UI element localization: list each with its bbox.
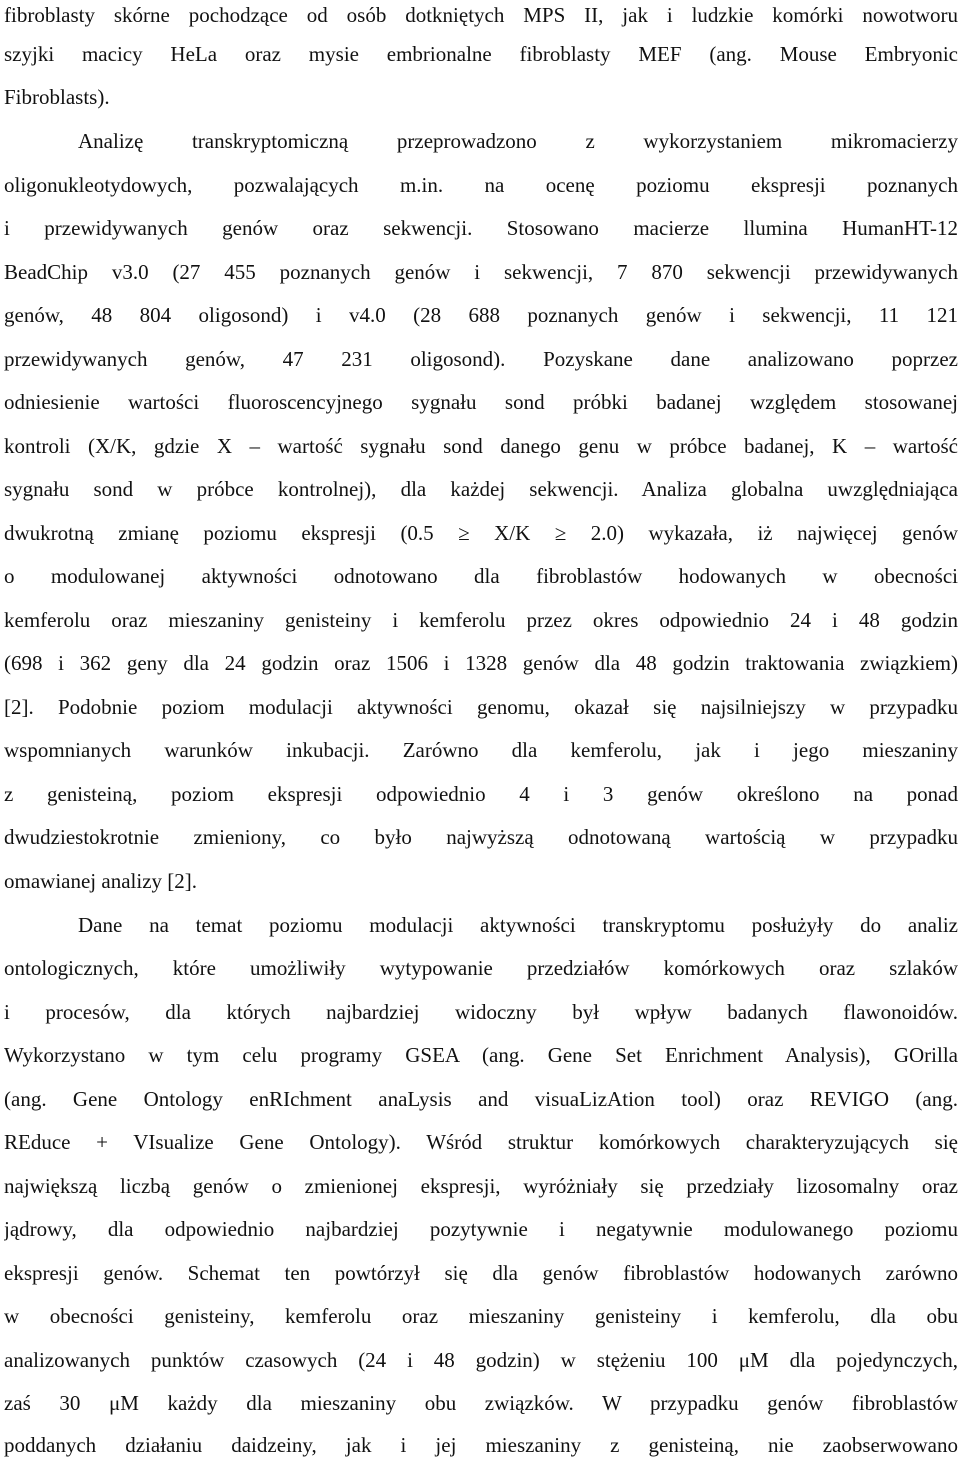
text-line: odniesienie wartości fluoroscencyjnego sygnału sond próbki badanej względem stosowanej (4, 390, 958, 414)
text-line: Fibroblasts). (4, 85, 110, 109)
text-line: REduce + VIsualize Gene Ontology). Wśród struktur komórkowych charakteryzujących się (4, 1130, 958, 1154)
text-line: i przewidywanych genów oraz sekwencji. Stosowano macierze llumina HumanHT-12 (4, 216, 958, 240)
text-line: fibroblasty skórne pochodzące od osób dotkniętych MPS II, jak i ludzkie komórki nowotworu (4, 3, 958, 27)
text-line: Dane na temat poziomu modulacji aktywności transkryptomu posłużyły do analiz (78, 913, 958, 937)
text-line: analizowanych punktów czasowych (24 i 48 godzin) w stężeniu 100 μM dla pojedynczych, (4, 1348, 958, 1372)
text-line: jądrowy, dla odpowiednio najbardziej pozytywnie i negatywnie modulowanego poziomu (4, 1217, 958, 1241)
text-line: przewidywanych genów, 47 231 oligosond). Pozyskane dane analizowano poprzez (4, 347, 958, 371)
text-line: (ang. Gene Ontology enRIchment anaLysis and visuaLizAtion tool) oraz REVIGO (ang. (4, 1087, 958, 1111)
text-line: (698 i 362 geny dla 24 godzin oraz 1506 i 1328 genów dla 48 godzin traktowania związkiem) (4, 651, 958, 675)
text-line: ekspresji genów. Schemat ten powtórzył się dla genów fibroblastów hodowanych zarówno (4, 1261, 958, 1285)
text-line: zaś 30 μM każdy dla mieszaniny obu związków. W przypadku genów fibroblastów (4, 1391, 958, 1415)
text-line: wspomnianych warunków inkubacji. Zarówno dla kemferolu, jak i jego mieszaniny (4, 738, 958, 762)
text-line: kemferolu oraz mieszaniny genisteiny i kemferolu przez okres odpowiednio 24 i 48 godzin (4, 608, 958, 632)
text-line: w obecności genisteiny, kemferolu oraz mieszaniny genisteiny i kemferolu, dla obu (4, 1304, 958, 1328)
text-line: oligonukleotydowych, pozwalających m.in. na ocenę poziomu ekspresji poznanych (4, 173, 958, 197)
text-line: z genisteiną, poziom ekspresji odpowiednio 4 i 3 genów określono na ponad (4, 782, 958, 806)
text-line: Wykorzystano w tym celu programy GSEA (ang. Gene Set Enrichment Analysis), GOrilla (4, 1043, 958, 1067)
text-line: poddanych działaniu daidzeiny, jak i jej mieszaniny z genisteiną, nie zaobserwowano (4, 1433, 958, 1457)
text-line: Analizę transkryptomiczną przeprowadzono z wykorzystaniem mikromacierzy (78, 129, 958, 153)
text-line: kontroli (X/K, gdzie X – wartość sygnału sond danego genu w próbce badanej, K – wartość (4, 434, 958, 458)
text-line: genów, 48 804 oligosond) i v4.0 (28 688 poznanych genów i sekwencji, 11 121 (4, 303, 958, 327)
text-line: BeadChip v3.0 (27 455 poznanych genów i sekwencji, 7 870 sekwencji przewidywanych (4, 260, 958, 284)
text-line: i procesów, dla których najbardziej widoczny był wpływ badanych flawonoidów. (4, 1000, 958, 1024)
text-line: dwudziestokrotnie zmieniony, co było najwyższą odnotowaną wartością w przypadku (4, 825, 958, 849)
text-line: ontologicznych, które umożliwiły wytypowanie przedziałów komórkowych oraz szlaków (4, 956, 958, 980)
text-line: największą liczbą genów o zmienionej ekspresji, wyróżniały się przedziały lizosomalny oraz (4, 1174, 958, 1198)
text-line: [2]. Podobnie poziom modulacji aktywności genomu, okazał się najsilniejszy w przypadku (4, 695, 958, 719)
text-line: sygnału sond w próbce kontrolnej), dla każdej sekwencji. Analiza globalna uwzględniająca (4, 477, 958, 501)
text-line: omawianej analizy [2]. (4, 869, 197, 893)
text-line: o modulowanej aktywności odnotowano dla fibroblastów hodowanych w obecności (4, 564, 958, 588)
text-line: szyjki macicy HeLa oraz mysie embrionalne fibroblasty MEF (ang. Mouse Embryonic (4, 42, 958, 66)
text-line: dwukrotną zmianę poziomu ekspresji (0.5 ≥ X/K ≥ 2.0) wykazała, iż najwięcej genów (4, 521, 958, 545)
